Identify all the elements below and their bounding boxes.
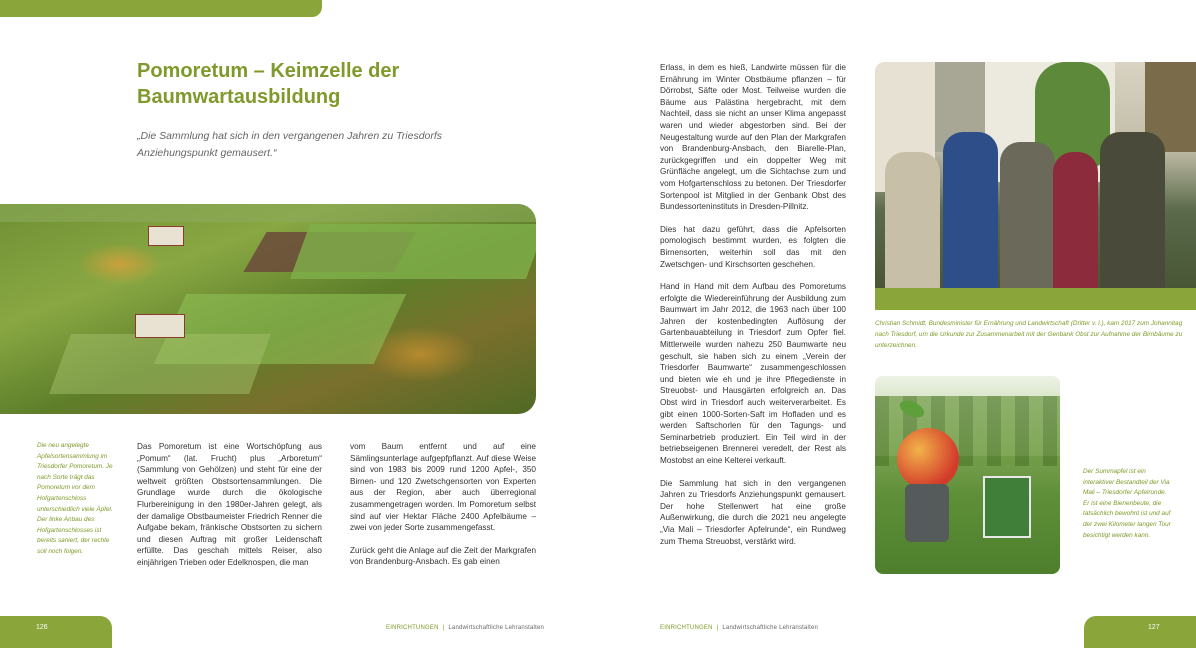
running-footer-left: EINRICHTUNGEN | Landwirtschaftliche Lehranstalten xyxy=(386,625,545,631)
body-column-1: Das Pomoretum ist eine Wortschöpfung aus „Pomum“ (lat. Frucht) plus „Arboretum“ (Sammlung von Gehölzen) und steht für eine der weltweit größten Obstsortensammlungen. Die Grundlage wurde durch die ökologische Flurbereinigung in den 1980er-Jahren gelegt, als der damalige Obstbaumeister Friedrich Renner die Aufgabe bekam, fränkische Obstsorten zu sichern und diesen Auftrag mit großer Leidenschaft erfüllte. Das geschah mittels Reiser, also einjährigen Trieben oder Edelknospen, die man xyxy=(137,442,322,567)
body-column-3-paragraph-2: Dies hat dazu geführt, dass die Apfelsorten pomologisch bestimmt wurden, es folgten die Birnensorten, weiterhin soll das mit den Zwetschgen- und Kirschsorten geschehen. xyxy=(660,224,846,269)
title-line-2: Baumwartausbildung xyxy=(137,86,341,108)
summapfel-photo xyxy=(875,376,1060,574)
body-column-2-paragraph-1: vom Baum entfernt und auf eine Sämlingsunterlage aufgepfpflanzt. Auf diese Weise sind von 1983 bis 2009 rund 1200 Apfel-, 350 Birnen- und 120 Zwetschgensorten von Experten aus der Region, aber auch überregional zusammengetragen worden. Im Pomoretum selbst sind auf vier Hektar Fläche 2400 Apfelbäume – zwei von jeder Sorte zusammengefasst. xyxy=(350,442,536,533)
aerial-pomoretum-photo xyxy=(0,204,536,414)
aerial-photo-caption: Die neu angelegte Apfelsortensammlung im Triesdorfer Pomoretum. Je nach Sorte trägt das Pomoretum vor dem Hofgartenschloss unterschiedlich viele Äpfel. Der linke Anbau des Hofgartenschlosses ist bereits saniert, der rechte soll noch folgen. xyxy=(37,442,113,555)
top-color-tab xyxy=(0,0,322,17)
body-column-3-paragraph-3: Hand in Hand mit dem Aufbau des Pomoretums erfolgte die Wiedereinführung der Ausbildung zum Baumwart im Jahr 2012, die 1963 nach über 100 Jahren der kostenbedingten Auflösung der Gartenbauabteilung in Triesdorf zum Opfer fiel. Mittlerweile wurden nahezu 250 Baumwarte neu geschult, sie haben sich zu einem „Verein der Triesdorfer Baumwarte“ zusammengeschlossen und bieten wie eh und je ihre Pflegedienste in Streuobst- und Hausgärten erfolgreich an. Das Obst wird in Triesdorf auch weiterverarbeitet. Es gibt einen 1000-Sorten-Saft im Hofladen und es werden Saftschorlen für den Tagungs- und Seminarbetrieb produziert. Ein Teil wird in der betriebseigenen Brennerei veredelt, der Rest als Mostobst an eine Kelterei verkauft. xyxy=(660,282,846,465)
body-column-3-paragraph-1: Erlass, in dem es hieß, Landwirte müssen für die Ernährung im Winter Obstbäume pflanzen – für Dörrobst, Säfte oder Most. Teilweise wurden die Bäume aus Palästina hergebracht, mit dem Nachteil, dass sie nicht an unser Klima angepasst waren und wieder abgestorben sind. Bei der Neugestaltung wurde auf den Plan der Markgrafen von Brandenburg-Ansbach, den Biarelle-Plan, zurückgegriffen und ein doppelter Weg mit Grünfläche angelegt, um die Sichtachse zum und vom Hofgartenschloss zu betonen. Der Triesdorfer Sortenpool ist Mitglied in der Genbank Obst des Bundessorteninstituts in Dresden-Pillnitz. xyxy=(660,63,846,212)
article-title xyxy=(137,58,497,110)
body-column-2-paragraph-2: Zurück geht die Anlage auf die Zeit der Markgrafen von Brandenburg-Ansbach. Es gab einen xyxy=(350,545,536,567)
footer-tab-left xyxy=(0,616,112,648)
body-column-3-paragraph-4: Die Sammlung hat sich in den vergangenen Jahren zu Triesdorfs Anziehungspunkt gemausert. Der hohe Stellenwert hat eine große Außenwirkung, die durch die 2021 neu angelegte „Via Mali – Triesdorfer Apfelrunde“, ein Rundweg zum Thema Streuobst, verstärkt wird. xyxy=(660,478,846,546)
running-title-left: Landwirtschaftliche Lehranstalten xyxy=(448,625,545,631)
running-section-right: EINRICHTUNGEN xyxy=(660,625,713,631)
pull-quote: „Die Sammlung hat sich in den vergangenen Jahren zu Triesdorfs Anziehungspunkt gemausert.“ xyxy=(137,130,443,159)
running-section-left: EINRICHTUNGEN xyxy=(386,625,439,631)
summapfel-caption: Der Summapfel ist ein interaktiver Bestandteil der Via Mali – Triesdorfer Apfelrunde. Er ist eine Bienenbeute, die tatsächlich bewohnt ist und auf der zwei Kilometer langen Tour besichtigt werden kann. xyxy=(1083,468,1171,539)
title-line-1: Pomoretum – Keimzelle der xyxy=(137,60,400,82)
ceremony-photo-caption: Christian Schmidt, Bundesminister für Ernährung und Landwirtschaft (Dritter v. l.), kam 2017 zum Johannitag nach Triesdorf, um die Urkunde zur Zusammenarbeit mit der Genbank Obst zur Aufnahme der Birnbäume zu unterzeichnen. xyxy=(875,320,1183,349)
body-column-2 xyxy=(350,441,536,568)
running-title-right: Landwirtschaftliche Lehranstalten xyxy=(722,625,819,631)
body-column-3 xyxy=(660,62,846,558)
running-footer-right: EINRICHTUNGEN | Landwirtschaftliche Lehranstalten xyxy=(660,625,819,631)
signing-ceremony-photo xyxy=(875,62,1196,310)
page-number-right: 127 xyxy=(1148,624,1160,631)
footer-tab-right xyxy=(1084,616,1196,648)
page-number-left: 126 xyxy=(36,624,48,631)
